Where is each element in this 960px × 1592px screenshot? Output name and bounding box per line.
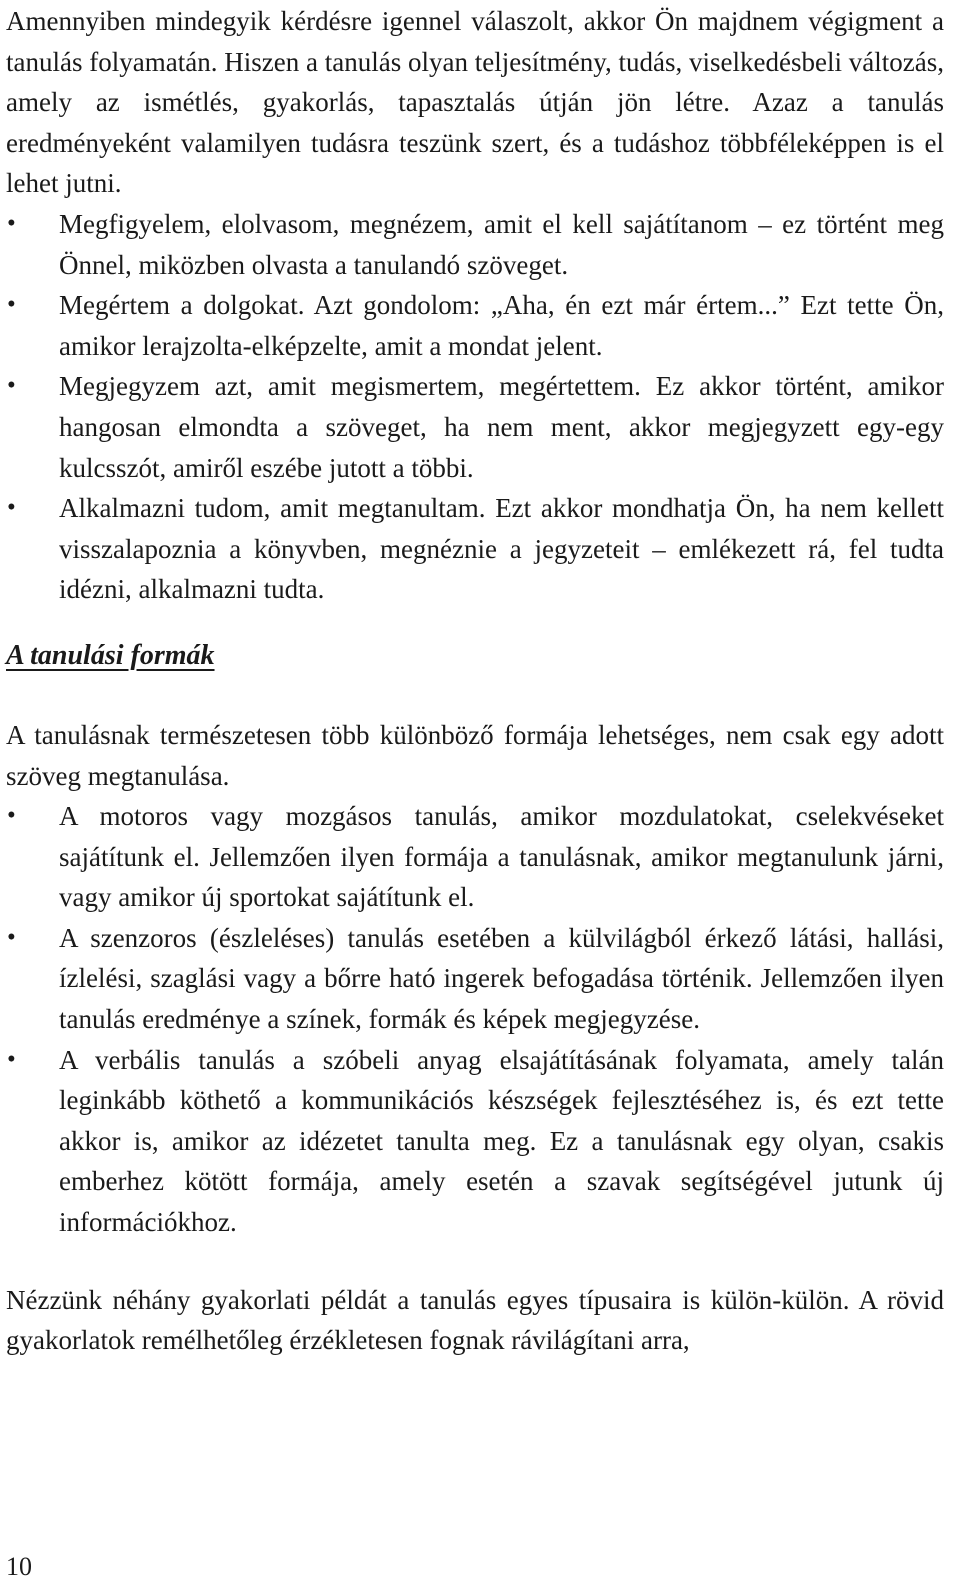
document-page xyxy=(6,0,944,1361)
section-heading: A tanulási formák xyxy=(6,639,215,671)
list-item: • Megjegyzem azt, amit megismertem, megértettem. Ez akkor történt, amikor hangosan elmondta a szöveget, ha nem ment, akkor megjegyzett egy-egy kulcsszót, amiről eszébe jutott a többi. xyxy=(6,366,944,488)
list-item: • Megfigyelem, elolvasom, megnézem, amit el kell sajátítanom – ez történt meg Önnel, miközben olvasta a tanulandó szöveget. xyxy=(6,204,944,285)
learning-forms-list xyxy=(6,796,944,1243)
forms-intro-paragraph: A tanulásnak természetesen több különböző formája lehetséges, nem csak egy adott szöveg megtanulása. xyxy=(6,719,944,791)
closing-paragraph: Nézzünk néhány gyakorlati példát a tanulás egyes típusaira is külön-külön. A rövid gyakorlatok remélhetőleg érzékletesen fognak rávilágítani arra, xyxy=(6,1284,944,1356)
learning-steps-list xyxy=(6,204,944,610)
list-item: • A motoros vagy mozgásos tanulás, amikor mozdulatokat, cselekvéseket sajátítunk el. Jellemzően ilyen formája a tanulásnak, amikor megtanulunk járni, vagy amikor új sportokat sajátítunk el. xyxy=(6,796,944,918)
list-item: • A szenzoros (észleléses) tanulás esetében a külvilágból érkező látási, hallási, ízlelési, szaglási vagy a bőrre ható ingerek befogadása történik. Jellemzően ilyen tanulás eredménye a színek, formák és képek megjegyzése. xyxy=(6,918,944,1040)
list-item: • Alkalmazni tudom, amit megtanultam. Ezt akkor mondhatja Ön, ha nem kellett visszalapoznia a könyvben, megnéznie a jegyzeteit – emlékezett rá, fel tudta idézni, alkalmazni tudta. xyxy=(6,488,944,610)
page-number: 10 xyxy=(6,1552,32,1581)
list-item: • Megértem a dolgokat. Azt gondolom: „Aha, én ezt már értem...” Ezt tette Ön, amikor lerajzolta-elképzelte, amit a mondat jelent. xyxy=(6,285,944,366)
list-item: • A verbális tanulás a szóbeli anyag elsajátításának folyamata, amely talán leginkább köthető a kommunikációs készségek fejlesztéséhez is, és ezt tette akkor is, amikor az idézetet tanulta meg. Ez a tanulásnak egy olyan, csakis emberhez kötött formája, amely esetén a szavak segítségével jutunk új információkhoz. xyxy=(6,1040,944,1243)
intro-paragraph: Amennyiben mindegyik kérdésre igennel válaszolt, akkor Ön majdnem végigment a tanulás folyamatán. Hiszen a tanulás olyan teljesítmény, tudás, viselkedésbeli változás, amely az ismétlés, gyakorlás, tapasztalás útján jön létre. Azaz a tanulás eredményeként valamilyen tudásra teszünk szert, és a tudáshoz többféleképpen is el lehet jutni. xyxy=(6,6,944,199)
